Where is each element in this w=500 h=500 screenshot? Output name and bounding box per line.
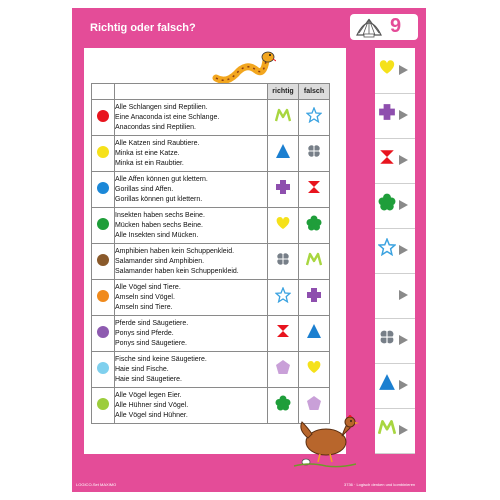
color-dot — [97, 326, 109, 338]
statement-line: Salamander haben kein Schuppenkleid. — [115, 267, 239, 275]
column-header-richtig: richtig — [268, 84, 299, 100]
statement-line: Mücken haben sechs Beine. — [115, 221, 203, 229]
statement-line: Ponys sind Säugetiere. — [115, 339, 187, 347]
color-dot — [97, 110, 109, 122]
star-icon — [275, 290, 291, 307]
zigzag-icon — [306, 254, 322, 271]
falsch-cell[interactable] — [299, 352, 330, 388]
footer-code: 3736 · Logisch denken und kombinieren — [344, 482, 416, 487]
arrow-right-icon — [399, 335, 408, 345]
column-header-falsch: falsch — [299, 84, 330, 100]
richtig-cell[interactable] — [268, 244, 299, 280]
falsch-cell[interactable] — [299, 136, 330, 172]
arrow-right-icon — [399, 290, 408, 300]
falsch-cell[interactable] — [299, 208, 330, 244]
statement-line: Salamander sind Amphibien. — [115, 257, 205, 265]
arrow-right-icon — [399, 200, 408, 210]
page-badge — [350, 14, 418, 40]
cross-icon — [275, 182, 291, 199]
answer-slot[interactable] — [375, 93, 415, 139]
color-dot — [97, 398, 109, 410]
answer-slot[interactable] — [375, 273, 415, 319]
falsch-cell[interactable] — [299, 244, 330, 280]
answer-column — [375, 48, 415, 454]
statement-line: Amphibien haben kein Schuppenkleid. — [115, 247, 235, 255]
arrow-right-icon — [399, 380, 408, 390]
table-row — [92, 208, 330, 244]
table-row — [92, 244, 330, 280]
answer-slot[interactable] — [375, 48, 415, 94]
arrow-right-icon — [399, 155, 408, 165]
table-row — [92, 352, 330, 388]
falsch-cell[interactable] — [299, 316, 330, 352]
answer-slot[interactable] — [375, 138, 415, 184]
statement-line: Haie sind Säugetiere. — [115, 375, 182, 383]
snake-illustration — [212, 48, 276, 86]
answer-slot[interactable] — [375, 183, 415, 229]
statement-line: Alle Hühner sind Vögel. — [115, 401, 189, 409]
statement-text — [115, 136, 268, 172]
clover-icon — [306, 146, 322, 163]
heart-icon — [306, 362, 322, 379]
hourglass-icon — [275, 326, 291, 343]
color-dot — [97, 218, 109, 230]
falsch-cell[interactable] — [299, 172, 330, 208]
falsch-cell[interactable] — [299, 280, 330, 316]
arrow-right-icon — [399, 65, 408, 75]
richtig-cell[interactable] — [268, 352, 299, 388]
triangle-icon — [306, 326, 322, 343]
statement-text — [115, 208, 268, 244]
statement-line: Amseln sind Vögel. — [115, 293, 175, 301]
answer-slot[interactable] — [375, 408, 415, 454]
table-row — [92, 280, 330, 316]
arrow-right-icon — [399, 245, 408, 255]
statement-line: Ponys sind Pferde. — [115, 329, 174, 337]
table-row — [92, 172, 330, 208]
statement-text — [115, 244, 268, 280]
star-icon — [306, 110, 322, 127]
statement-line: Gorillas sind Affen. — [115, 185, 174, 193]
clover-icon — [275, 254, 291, 271]
statement-line: Amseln sind Tiere. — [115, 303, 173, 311]
table-row — [92, 136, 330, 172]
statement-text — [115, 100, 268, 136]
falsch-cell[interactable] — [299, 100, 330, 136]
richtig-cell[interactable] — [268, 280, 299, 316]
richtig-cell[interactable] — [268, 172, 299, 208]
statement-line: Eine Anaconda ist eine Schlange. — [115, 113, 220, 121]
statement-line: Minka ist ein Raubtier. — [115, 159, 184, 167]
statement-text — [115, 352, 268, 388]
hen-illustration — [290, 410, 360, 470]
page-number: 9 — [390, 15, 402, 37]
flower-icon — [306, 218, 322, 235]
arrow-right-icon — [399, 110, 408, 120]
statement-line: Gorillas können gut klettern. — [115, 195, 203, 203]
statement-line: Alle Katzen sind Raubtiere. — [115, 139, 200, 147]
zigzag-icon — [275, 110, 291, 127]
statement-line: Anacondas sind Reptilien. — [115, 123, 196, 131]
statement-line: Alle Schlangen sind Reptilien. — [115, 103, 208, 111]
flower-icon — [275, 398, 291, 415]
color-dot — [97, 362, 109, 374]
statement-text — [115, 388, 268, 424]
statement-line: Alle Affen können gut klettern. — [115, 175, 208, 183]
statement-line: Insekten haben sechs Beine. — [115, 211, 205, 219]
color-dot — [97, 182, 109, 194]
logic-table — [91, 83, 330, 424]
statement-line: Pferde sind Säugetiere. — [115, 319, 189, 327]
statement-line: Minka ist eine Katze. — [115, 149, 180, 157]
statement-text — [115, 316, 268, 352]
statement-line: Alle Vögel legen Eier. — [115, 391, 182, 399]
color-dot — [97, 290, 109, 302]
answer-slot[interactable] — [375, 363, 415, 409]
page-title: Richtig oder falsch? — [90, 22, 196, 34]
triangle-icon — [275, 146, 291, 163]
hourglass-icon — [306, 182, 322, 199]
color-dot — [97, 146, 109, 158]
statement-text — [115, 280, 268, 316]
statement-text — [115, 172, 268, 208]
statement-line: Haie sind Fische. — [115, 365, 169, 373]
answer-slot[interactable] — [375, 318, 415, 364]
statement-line: Alle Insekten sind Mücken. — [115, 231, 199, 239]
arrow-right-icon — [399, 425, 408, 435]
statement-line: Fische sind keine Säugetiere. — [115, 355, 207, 363]
answer-slot[interactable] — [375, 228, 415, 274]
table-row — [92, 100, 330, 136]
statement-line: Alle Vögel sind Hühner. — [115, 411, 188, 419]
richtig-cell[interactable] — [268, 100, 299, 136]
cross-icon — [306, 290, 322, 307]
table-row — [92, 316, 330, 352]
shell-icon — [354, 15, 384, 39]
richtig-cell[interactable] — [268, 316, 299, 352]
heart-icon — [275, 218, 291, 235]
statement-line: Alle Vögel sind Tiere. — [115, 283, 181, 291]
footer-series: LOGICO-Set MAXIMO — [76, 482, 117, 487]
color-dot — [97, 254, 109, 266]
pentagon-icon — [275, 362, 291, 379]
richtig-cell[interactable] — [268, 136, 299, 172]
richtig-cell[interactable] — [268, 208, 299, 244]
